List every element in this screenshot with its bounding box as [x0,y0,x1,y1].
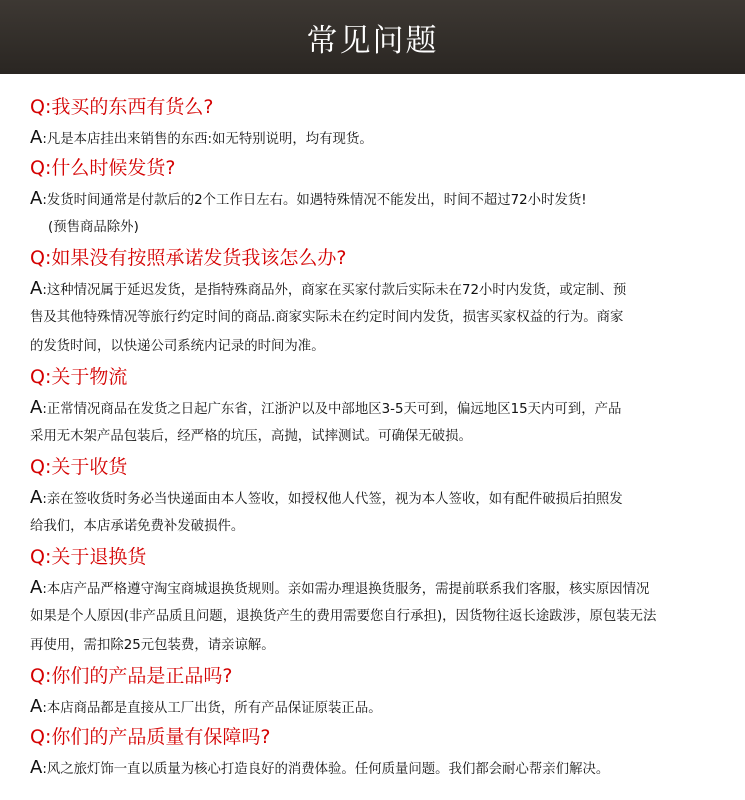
answer-text: 这种情况属于延迟发货，是指特殊商品外，商家在买家付款后实际未在72小时内发货，或定制、预 [46,283,627,298]
answer-text: 风之旅灯饰一直以质量为核心打造良好的消费体验。任何质量问题。我们都会耐心帮亲们解决。 [46,762,610,777]
answer-line: A:凡是本店挂出来销售的东西:如无特别说明，均有现货。 [30,127,373,148]
faq-question: Q:我买的东西有货么? [30,96,214,118]
answer-text: 本店产品严格遵守淘宝商城退换货规则。亲如需办理退换货服务，需提前联系我们客服，核实原因情况 [46,582,650,597]
faq-question: Q:你们的产品是正品吗? [30,665,233,687]
answer-line: A:这种情况属于延迟发货，是指特殊商品外，商家在买家付款后实际未在72小时内发货，或定制、预 [30,278,627,299]
answer-note: (预售商品除外) [48,220,139,235]
answer-text: 正常情况商品在发货之日起广东省，江浙沪以及中部地区3-5天可到，偏远地区15天内可到，产品 [46,402,622,417]
answer-text: 亲在签收货时务必当快递面由本人签收，如授权他人代签，视为本人签收，如有配件破损后拍照发 [46,492,623,507]
faq-question: Q:关于物流 [30,366,128,388]
faq-answer [30,123,735,152]
faq-question: Q:如果没有按照承诺发货我该怎么办? [30,247,347,269]
faq-question: Q:关于退换货 [30,546,147,568]
answer-prefix: A [30,696,43,717]
faq-item [30,242,735,361]
answer-line: A:本店商品都是直接从工厂出货，所有产品保证原装正品。 [30,696,382,717]
answer-line: A:亲在签收货时务必当快递面由本人签收，如授权他人代签，视为本人签收，如有配件破损后拍照发 [30,487,623,508]
faq-item [30,660,735,721]
faq-answer [30,184,735,242]
faq-answer [30,753,735,782]
answer-line: A:本店产品严格遵守淘宝商城退换货规则。亲如需办理退换货服务，需提前联系我们客服，核实原因情况 [30,577,650,598]
answer-line: 如果是个人原因(非产品质且问题，退换货产生的费用需要您自行承担)，因货物往返长途跋涉，原包装无法 [30,609,657,624]
faq-item [30,91,735,152]
answer-line: 售及其他特殊情况等旅行约定时间的商品.商家实际未在约定时间内发货，损害买家权益的行为。商家 [30,310,624,325]
answer-prefix: A [30,487,43,508]
answer-line: 给我们，本店承诺免费补发破损件。 [30,519,245,534]
answer-line: A:发货时间通常是付款后的2个工作日左右。如遇特殊情况不能发出，时间不超过72小时发货! [30,188,587,209]
answer-line: A:正常情况商品在发货之日起广东省，江浙沪以及中部地区3-5天可到，偏远地区15天内可到，产品 [30,397,622,418]
faq-answer [30,274,735,361]
answer-line: 的发货时间，以快递公司系统内记录的时间为准。 [30,339,325,354]
faq-item [30,541,735,660]
faq-question: Q:关于收货 [30,456,128,478]
answer-line: 再使用，需扣除25元包装费，请亲谅解。 [30,638,275,653]
page-header [0,0,745,74]
faq-answer [30,573,735,660]
faq-item [30,451,735,541]
answer-text: 本店商品都是直接从工厂出货，所有产品保证原装正品。 [46,701,382,716]
faq-question: Q:什么时候发货? [30,157,176,179]
answer-prefix: A [30,188,43,209]
faq-question: Q:你们的产品质量有保障吗? [30,726,271,748]
answer-line: A:风之旅灯饰一直以质量为核心打造良好的消费体验。任何质量问题。我们都会耐心帮亲们解决。 [30,757,610,778]
answer-text: 凡是本店挂出来销售的东西:如无特别说明，均有现货。 [46,132,373,147]
answer-prefix: A [30,397,43,418]
faq-list [30,91,735,782]
faq-item [30,152,735,242]
faq-answer [30,692,735,721]
answer-prefix: A [30,278,43,299]
faq-answer [30,393,735,451]
answer-prefix: A [30,757,43,778]
faq-item [30,721,735,782]
answer-line: 采用无木架产品包装后，经严格的坑压，高抛，试摔测试。可确保无破损。 [30,429,472,444]
answer-text: 发货时间通常是付款后的2个工作日左右。如遇特殊情况不能发出，时间不超过72小时发货! [46,193,587,208]
answer-prefix: A [30,577,43,598]
faq-item [30,361,735,451]
answer-prefix: A [30,127,43,148]
page-title: 常见问题 [306,22,439,59]
faq-answer [30,483,735,541]
